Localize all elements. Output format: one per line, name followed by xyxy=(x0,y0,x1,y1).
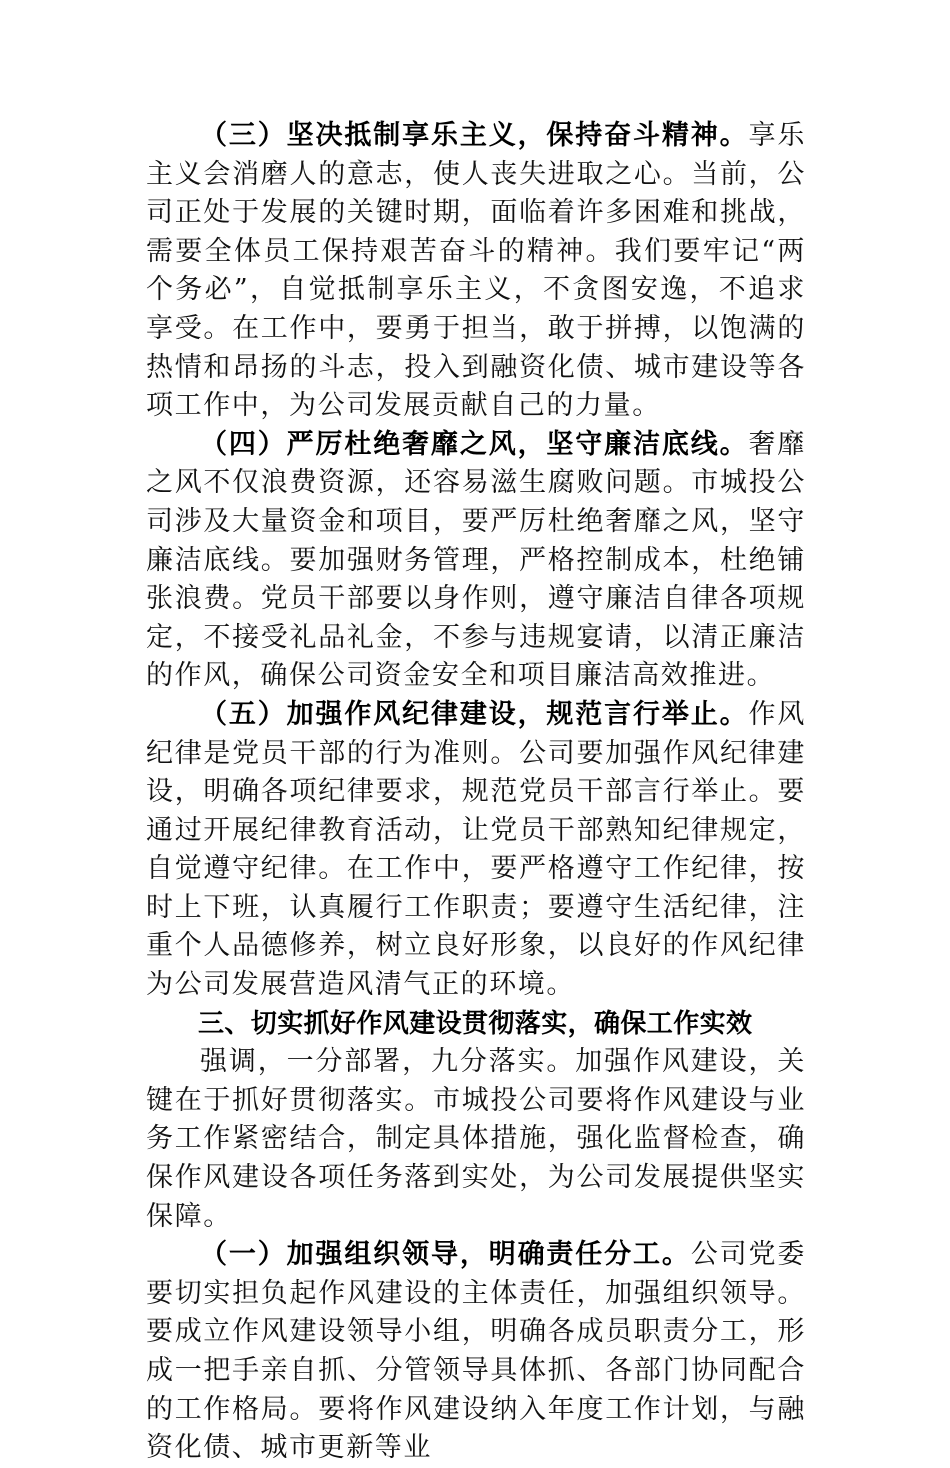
paragraph-3 xyxy=(146,117,806,426)
paragraph-lead: （一）加强组织领导，明确责任分工。 xyxy=(200,1239,691,1271)
paragraph-lead: （五）加强作风纪律建设，规范言行举止。 xyxy=(200,698,749,730)
paragraph-lead: （四）严厉杜绝奢靡之风，坚守廉洁底线。 xyxy=(200,428,749,460)
paragraph-1 xyxy=(146,1236,806,1468)
section-heading: 三、切实抓好作风建设贯彻落实，确保工作实效 xyxy=(198,1008,753,1039)
paragraph-body: 公司党委要切实担负起作风建设的主体责任，加强组织领导。要成立作风建设领导小组，明确各成员职责分工，形成一把手亲自抓、分管领导具体抓、各部门协同配合的工作格局。要将作风建设纳入年度工作计划，与融资化债、城市更新等业 xyxy=(146,1239,806,1464)
paragraph-lead: （三）坚决抵制享乐主义，保持奋斗精神。 xyxy=(200,120,749,151)
paragraph-body: 奢靡之风不仅浪费资源，还容易滋生腐败问题。市城投公司涉及大量资金和项目，要严厉杜绝奢靡之风，坚守廉洁底线。要加强财务管理，严格控制成本，杜绝铺张浪费。党员干部要以身作则，遵守廉洁自律各项规定，不接受礼品礼金，不参与违规宴请，以清正廉洁的作风，确保公司资金安全和项目廉洁高效推进。 xyxy=(146,428,807,692)
paragraph-5 xyxy=(146,696,806,1005)
document-page xyxy=(146,117,806,1468)
section-intro: 强调，一分部署，九分落实。加强作风建设，关键在于抓好贯彻落实。市城投公司要将作风建设与业务工作紧密结合，制定具体措施，强化监督检查，确保作风建设各项任务落到实处，为公司发展提供坚实保障。 xyxy=(146,1046,806,1232)
paragraph-body: 作风纪律是党员干部的行为准则。公司要加强作风纪律建设，明确各项纪律要求，规范党员干部言行举止。要通过开展纪律教育活动，让党员干部熟知纪律规定，自觉遵守纪律。在工作中，要严格遵守工作纪律，按时上下班，认真履行工作职责；要遵守生活纪律，注重个人品德修养，树立良好形象，以良好的作风纪律为公司发展营造风清气正的环境。 xyxy=(146,698,807,1001)
paragraph-4 xyxy=(146,426,806,696)
paragraph-body: 享乐主义会消磨人的意志，使人丧失进取之心。当前，公司正处于发展的关键时期，面临着许多困难和挑战，需要全体员工保持艰苦奋斗的精神。我们要牢记“两个务必”，自觉抵制享乐主义，不贪图安逸，不追求享受。在工作中，要勇于担当，敢于拼搏，以饱满的热情和昂扬的斗志，投入到融资化债、城市建设等各项工作中，为公司发展贡献自己的力量。 xyxy=(146,120,807,422)
